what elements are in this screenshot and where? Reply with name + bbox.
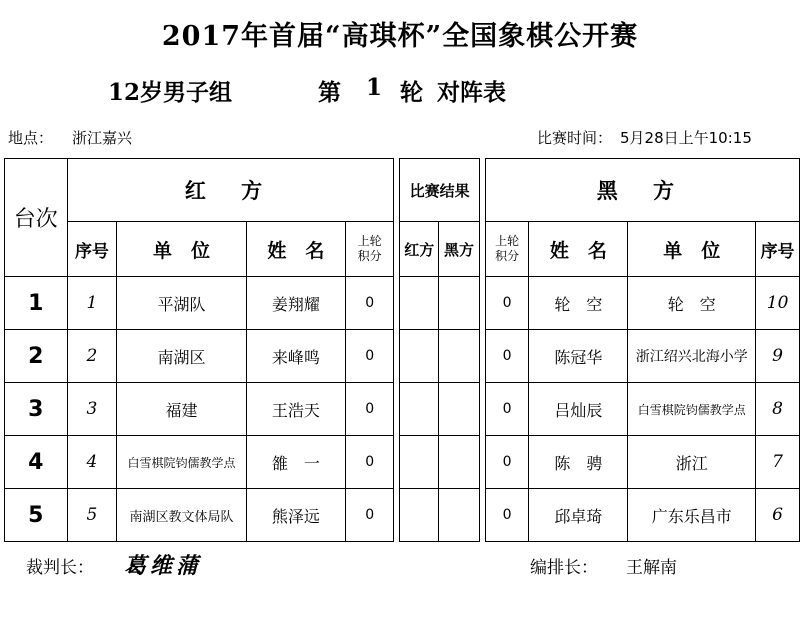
result-black-cell — [439, 277, 480, 330]
black-name: 吕灿辰 — [529, 383, 628, 436]
arranger-label: 编排长： — [530, 558, 598, 578]
board-number: 1 — [5, 277, 68, 330]
red-name: 熊泽远 — [246, 489, 345, 542]
board-number: 4 — [5, 436, 68, 489]
red-unit: 平湖队 — [117, 277, 247, 330]
result-black-cell — [439, 436, 480, 489]
result-red-cell — [400, 330, 439, 383]
red-name: 来峰鸣 — [246, 330, 345, 383]
header-result-black: 黑方 — [439, 222, 480, 277]
header-black-prev-score: 上轮 积分 — [485, 222, 529, 277]
red-seq: 1 — [67, 277, 117, 330]
group-label: 12岁男子组 — [108, 79, 233, 106]
red-prev-score: 0 — [345, 383, 393, 436]
table-row — [5, 436, 800, 489]
result-red-cell — [400, 436, 439, 489]
red-seq: 2 — [67, 330, 117, 383]
header-black-unit: 单 位 — [628, 222, 756, 277]
black-name: 邱卓琦 — [529, 489, 628, 542]
black-prev-score: 0 — [485, 489, 529, 542]
round-suffix: 轮 — [400, 79, 423, 106]
header-black-side: 黑 方 — [485, 159, 799, 222]
result-black-cell — [439, 489, 480, 542]
location-label: 地点： — [8, 129, 54, 147]
round-prefix: 第 — [318, 79, 341, 106]
result-red-cell — [400, 277, 439, 330]
black-prev-score: 0 — [485, 330, 529, 383]
pairing-table — [4, 158, 800, 542]
header-black-seq: 序号 — [756, 222, 800, 277]
red-name: 姜翔耀 — [246, 277, 345, 330]
page-title: 2017年首届“高琪杯”全国象棋公开赛 — [161, 21, 639, 52]
header-black-name: 姓 名 — [529, 222, 628, 277]
black-seq: 8 — [756, 383, 800, 436]
table-row — [5, 383, 800, 436]
red-unit: 白雪棋院钧儒教学点 — [117, 436, 247, 489]
black-seq: 7 — [756, 436, 800, 489]
board-number: 2 — [5, 330, 68, 383]
arranger-name: 王解南 — [626, 558, 677, 578]
red-prev-score: 0 — [345, 277, 393, 330]
red-seq: 4 — [67, 436, 117, 489]
table-row — [5, 489, 800, 542]
black-seq: 6 — [756, 489, 800, 542]
black-unit: 浙江 — [628, 436, 756, 489]
black-seq: 10 — [756, 277, 800, 330]
board-number: 5 — [5, 489, 68, 542]
red-prev-score: 0 — [345, 436, 393, 489]
header-result-red: 红方 — [400, 222, 439, 277]
header-red-prev-score: 上轮 积分 — [345, 222, 393, 277]
black-name: 轮 空 — [529, 277, 628, 330]
header-red-unit: 单 位 — [117, 222, 247, 277]
red-prev-score: 0 — [345, 489, 393, 542]
black-unit: 白雪棋院钧儒教学点 — [628, 383, 756, 436]
red-prev-score: 0 — [345, 330, 393, 383]
header-red-seq: 序号 — [67, 222, 117, 277]
header-red-side: 红 方 — [67, 159, 394, 222]
black-prev-score: 0 — [485, 436, 529, 489]
doc-type: 对阵表 — [437, 79, 506, 106]
location-value: 浙江嘉兴 — [72, 129, 133, 147]
result-black-cell — [439, 383, 480, 436]
chief-referee-label: 裁判长： — [26, 558, 94, 578]
board-number: 3 — [5, 383, 68, 436]
red-seq: 3 — [67, 383, 117, 436]
round-number: 1 — [366, 74, 383, 101]
black-prev-score: 0 — [485, 277, 529, 330]
table-row — [5, 277, 800, 330]
result-red-cell — [400, 383, 439, 436]
black-prev-score: 0 — [485, 383, 529, 436]
red-unit: 福建 — [117, 383, 247, 436]
chief-referee-signature: 葛维蒲 — [124, 553, 203, 579]
red-unit: 南湖区教文体局队 — [117, 489, 247, 542]
table-row — [5, 330, 800, 383]
header-red-name: 姓 名 — [246, 222, 345, 277]
header-result: 比赛结果 — [400, 159, 480, 222]
red-name: 王浩天 — [246, 383, 345, 436]
time-label: 比赛时间： — [537, 129, 613, 147]
black-name: 陈 骋 — [529, 436, 628, 489]
header-board: 台次 — [5, 159, 68, 277]
result-black-cell — [439, 330, 480, 383]
black-name: 陈冠华 — [529, 330, 628, 383]
result-red-cell — [400, 489, 439, 542]
red-seq: 5 — [67, 489, 117, 542]
black-unit: 广东乐昌市 — [628, 489, 756, 542]
black-seq: 9 — [756, 330, 800, 383]
red-name: 雒 一 — [246, 436, 345, 489]
time-value: 5月28日上午10:15 — [620, 129, 752, 147]
black-unit: 轮 空 — [628, 277, 756, 330]
red-unit: 南湖区 — [117, 330, 247, 383]
black-unit: 浙江绍兴北海小学 — [628, 330, 756, 383]
